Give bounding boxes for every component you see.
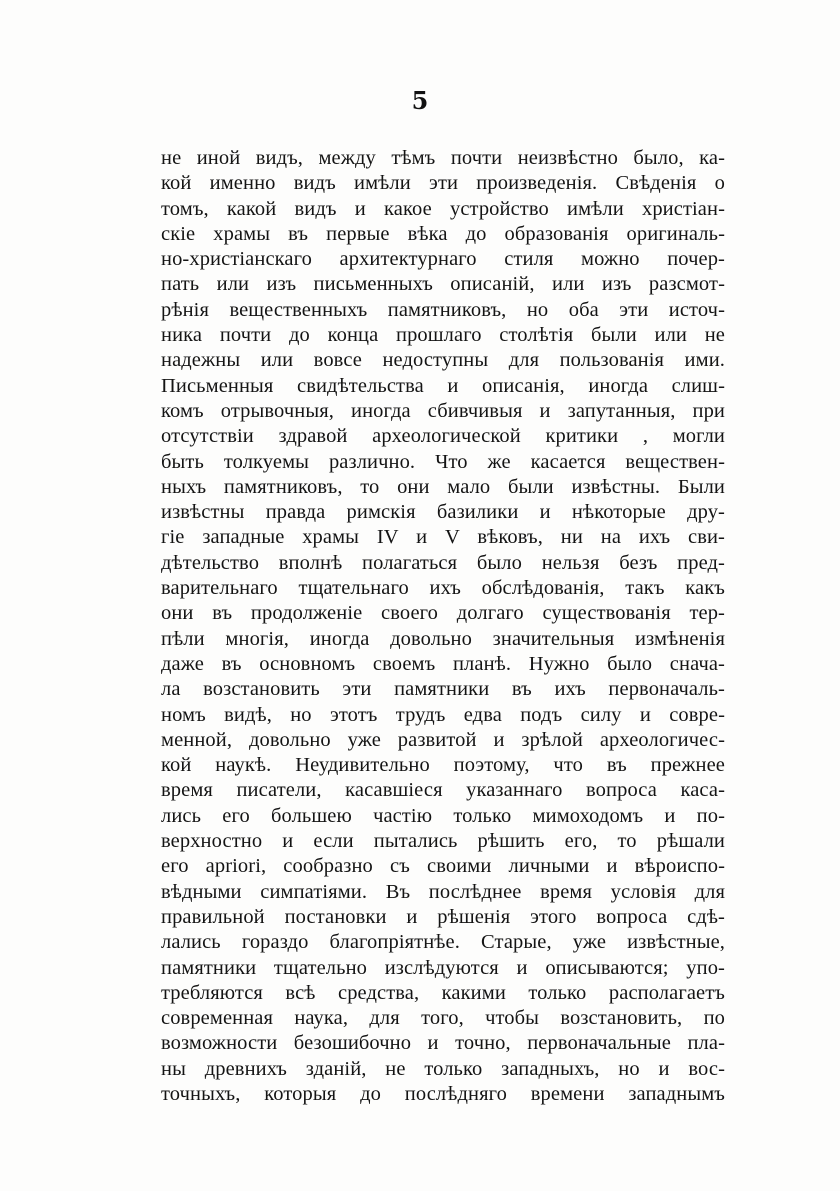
text-line: время писатели, касавшіеся указаннаго вопроса каса- — [161, 779, 725, 802]
text-line: ны древнихъ зданій, не только западныхъ, но и вос- — [161, 1057, 725, 1080]
text-line: номъ видѣ, но этотъ трудъ едва подъ силу и совре- — [161, 703, 725, 726]
text-line: томъ, какой видъ и какое устройство имѣли христіан- — [161, 197, 725, 220]
text-line: лались гораздо благопріятнѣе. Старые, уже извѣстные, — [161, 931, 725, 954]
body-text — [161, 146, 725, 1107]
text-line: кой именно видъ имѣли эти произведенія. Свѣденія о — [161, 172, 725, 195]
text-line: отсутствіи здравой археологической критики , могли — [161, 425, 725, 448]
text-line: гіе западные храмы IV и V вѣковъ, ни на ихъ сви- — [161, 526, 725, 549]
text-line: Письменныя свидѣтельства и описанія, иногда слиш- — [161, 374, 725, 397]
text-line: дѣтельство вполнѣ полагаться было нельзя безъ пред- — [161, 551, 725, 574]
text-line: ныхъ памятниковъ, то они мало были извѣстны. Были — [161, 475, 725, 498]
text-line: комъ отрывочныя, иногда сбивчивыя и запутанныя, при — [161, 399, 725, 422]
text-line: ла возстановить эти памятники въ ихъ первоначаль- — [161, 678, 725, 701]
text-line: памятники тщательно изслѣдуются и описываются; упо- — [161, 956, 725, 979]
text-line: вѣдными симпатіями. Въ послѣднее время условія для — [161, 880, 725, 903]
text-line: менной, довольно уже развитой и зрѣлой археологичес- — [161, 728, 725, 751]
text-line: возможности безошибочно и точно, первоначальные пла- — [161, 1032, 725, 1055]
page-number: 5 — [411, 86, 429, 115]
text-line: извѣстны правда римскія базилики и нѣкоторые дру- — [161, 501, 725, 524]
text-line: кой наукѣ. Неудивительно поэтому, что въ прежнее — [161, 754, 725, 777]
text-line: не иной видъ, между тѣмъ почти неизвѣстно было, ка- — [161, 147, 725, 169]
text-line: пѣли многія, иногда довольно значительныя измѣненія — [161, 627, 725, 650]
text-line: правильной постановки и рѣшенія этого вопроса сдѣ- — [161, 905, 725, 928]
text-line: лись его большею частію только мимоходомъ и по- — [161, 804, 725, 827]
text-line: скіе храмы въ первые вѣка до образованія оригиналь- — [161, 222, 725, 245]
text-line: они въ продолженіе своего долгаго существованія тер- — [161, 602, 725, 625]
text-line: надежны или вовсе недоступны для пользованія ими. — [161, 349, 725, 372]
text-line: но-христіанскаго архитектурнаго стиля можно почер- — [161, 248, 725, 271]
text-line: быть толкуемы различно. Что же касается веществен- — [161, 450, 725, 473]
text-line: даже въ основномъ своемъ планѣ. Нужно было снача- — [161, 652, 725, 675]
text-line: варительнаго тщательнаго ихъ обслѣдованія, такъ какъ — [161, 577, 725, 600]
text-line: пать или изъ письменныхъ описаній, или изъ разсмот- — [161, 273, 725, 296]
text-line: верхностно и если пытались рѣшить его, то рѣшали — [161, 830, 725, 853]
text-line: ника почти до конца прошлаго столѣтія были или не — [161, 324, 725, 347]
text-line: точныхъ, которыя до послѣдняго времени западнымъ — [161, 1082, 725, 1105]
text-line: требляются всѣ средства, какими только располагаетъ — [161, 981, 725, 1004]
text-line: его apriori, сообразно съ своими личными и вѣроиспо- — [161, 855, 725, 878]
text-line: рѣнія вещественныхъ памятниковъ, но оба эти источ- — [161, 298, 725, 321]
text-line: современная наука, для того, чтобы возстановить, по — [161, 1007, 725, 1030]
